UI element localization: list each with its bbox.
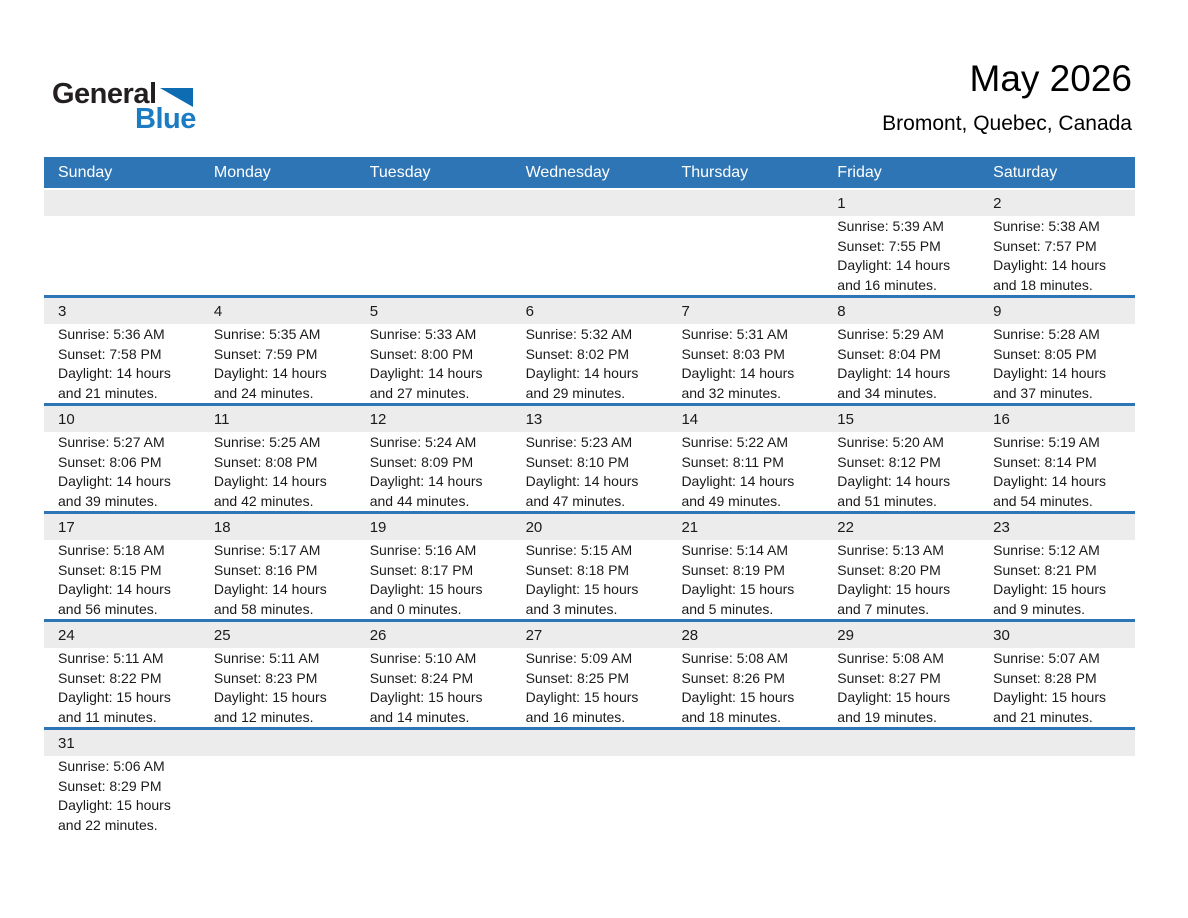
day-details-13 <box>512 432 668 511</box>
sunrise-text: Sunrise: 5:10 AM <box>369 650 477 666</box>
logo-text-general: General <box>52 78 157 110</box>
day-number-10: 10 <box>58 410 75 428</box>
page-header <box>0 0 1188 157</box>
sunrise-text: Sunrise: 5:09 AM <box>525 650 633 666</box>
daylight-text-line2: and 29 minutes. <box>525 384 626 401</box>
daylight-text-line1: Daylight: 14 hours <box>993 257 1106 273</box>
daylight-text-line2: and 21 minutes. <box>993 708 1093 725</box>
daylight-text-line2: and 16 minutes. <box>525 708 626 725</box>
day-details-18 <box>200 540 356 619</box>
day-number-13: 13 <box>525 410 543 428</box>
weekday-label-friday: Friday <box>837 163 882 181</box>
daylight-text-line2: and 18 minutes. <box>993 276 1093 293</box>
day-number-15: 15 <box>837 410 854 428</box>
day-number-17: 17 <box>58 518 75 536</box>
sunset-text: Sunset: 8:26 PM <box>681 669 785 686</box>
week-row <box>44 622 1135 730</box>
sunrise-text: Sunrise: 5:12 AM <box>993 542 1100 558</box>
day-number-1: 1 <box>837 194 846 212</box>
sunrise-text: Sunrise: 5:22 AM <box>681 434 789 450</box>
empty-day-details <box>356 756 512 835</box>
day-number-6: 6 <box>525 302 534 320</box>
sunrise-text: Sunrise: 5:39 AM <box>837 218 944 234</box>
sunrise-text: Sunrise: 5:08 AM <box>681 650 789 666</box>
sunset-text: Sunset: 8:10 PM <box>525 453 630 470</box>
daylight-text-line1: Daylight: 15 hours <box>837 581 951 597</box>
daylight-text-line1: Daylight: 15 hours <box>58 689 171 705</box>
day-details-28 <box>667 648 823 727</box>
daylight-text-line1: Daylight: 14 hours <box>369 473 483 489</box>
sunset-text: Sunset: 8:17 PM <box>369 561 474 578</box>
day-number-18: 18 <box>213 518 231 536</box>
day-details-7 <box>667 324 823 403</box>
daylight-text-line1: Daylight: 15 hours <box>213 689 327 705</box>
sunset-text: Sunset: 8:16 PM <box>213 561 318 578</box>
day-details-30 <box>979 648 1135 727</box>
daylight-text-line1: Daylight: 14 hours <box>837 257 951 273</box>
sunset-text: Sunset: 8:24 PM <box>369 669 474 686</box>
sunrise-text: Sunrise: 5:16 AM <box>369 542 477 558</box>
day-number-2: 2 <box>993 194 1002 212</box>
daylight-text-line2: and 39 minutes. <box>58 492 158 509</box>
empty-day-details <box>667 216 823 295</box>
day-number-28: 28 <box>681 626 699 644</box>
empty-day-details <box>44 216 200 295</box>
daylight-text-line1: Daylight: 14 hours <box>837 365 951 381</box>
daylight-text-line1: Daylight: 15 hours <box>58 797 171 813</box>
week-row <box>44 190 1135 298</box>
sunset-text: Sunset: 8:06 PM <box>58 453 162 470</box>
sunrise-text: Sunrise: 5:07 AM <box>993 650 1100 666</box>
sunset-text: Sunset: 8:05 PM <box>993 345 1097 362</box>
weekday-label-wednesday: Wednesday <box>525 163 610 181</box>
day-number-strip <box>44 298 1135 324</box>
day-details-21 <box>667 540 823 619</box>
daylight-text-line2: and 32 minutes. <box>681 384 782 401</box>
daylight-text-line1: Daylight: 14 hours <box>213 365 327 381</box>
sunrise-text: Sunrise: 5:38 AM <box>993 218 1100 234</box>
daylight-text-line1: Daylight: 14 hours <box>369 365 483 381</box>
week-row <box>44 514 1135 622</box>
day-number-23: 23 <box>993 518 1010 536</box>
sunrise-text: Sunrise: 5:24 AM <box>369 434 477 450</box>
day-details-12 <box>356 432 512 511</box>
day-details-10 <box>44 432 200 511</box>
sunset-text: Sunset: 8:14 PM <box>993 453 1097 470</box>
sunrise-text: Sunrise: 5:36 AM <box>58 326 165 342</box>
sunset-text: Sunset: 8:04 PM <box>837 345 941 362</box>
day-number-21: 21 <box>681 518 699 536</box>
calendar-weeks <box>44 190 1135 835</box>
daylight-text-line1: Daylight: 14 hours <box>213 581 327 597</box>
daylight-text-line1: Daylight: 14 hours <box>837 473 951 489</box>
sunrise-text: Sunrise: 5:31 AM <box>681 326 789 342</box>
daylight-text-line2: and 7 minutes. <box>837 600 930 617</box>
daylight-text-line2: and 19 minutes. <box>837 708 937 725</box>
day-number-7: 7 <box>681 302 690 320</box>
empty-day-details <box>200 216 356 295</box>
daylight-text-line2: and 27 minutes. <box>369 384 470 401</box>
sunset-text: Sunset: 8:27 PM <box>837 669 941 686</box>
sunset-text: Sunset: 7:58 PM <box>58 345 162 362</box>
daylight-text-line2: and 21 minutes. <box>58 384 158 401</box>
weekday-label-thursday: Thursday <box>681 163 749 181</box>
sunset-text: Sunset: 7:55 PM <box>837 237 941 254</box>
day-number-strip <box>44 730 1135 756</box>
day-details-24 <box>44 648 200 727</box>
sunset-text: Sunset: 8:02 PM <box>525 345 630 362</box>
day-number-24: 24 <box>58 626 75 644</box>
daylight-text-line1: Daylight: 15 hours <box>525 581 639 597</box>
daylight-text-line1: Daylight: 15 hours <box>681 581 795 597</box>
sunrise-text: Sunrise: 5:15 AM <box>525 542 633 558</box>
sunrise-text: Sunrise: 5:20 AM <box>837 434 944 450</box>
day-number-5: 5 <box>369 302 379 320</box>
day-details-2 <box>979 216 1135 295</box>
daylight-text-line2: and 9 minutes. <box>993 600 1085 617</box>
day-details-27 <box>512 648 668 727</box>
sunset-text: Sunset: 8:21 PM <box>993 561 1097 578</box>
weekday-label-tuesday: Tuesday <box>369 163 431 181</box>
day-details-26 <box>356 648 512 727</box>
calendar-grid <box>44 157 1135 835</box>
day-details-row <box>44 324 1135 403</box>
day-number-31: 31 <box>58 734 75 752</box>
daylight-text-line2: and 14 minutes. <box>369 708 470 725</box>
day-number-27: 27 <box>525 626 543 644</box>
daylight-text-line1: Daylight: 15 hours <box>993 581 1106 597</box>
empty-day-details <box>512 216 668 295</box>
day-details-6 <box>512 324 668 403</box>
daylight-text-line2: and 44 minutes. <box>369 492 470 509</box>
daylight-text-line1: Daylight: 14 hours <box>58 365 171 381</box>
sunrise-text: Sunrise: 5:28 AM <box>993 326 1100 342</box>
sunset-text: Sunset: 8:28 PM <box>993 669 1097 686</box>
day-details-5 <box>356 324 512 403</box>
sunrise-text: Sunrise: 5:29 AM <box>837 326 944 342</box>
day-details-3 <box>44 324 200 403</box>
day-number-3: 3 <box>58 302 67 320</box>
daylight-text-line1: Daylight: 15 hours <box>993 689 1106 705</box>
daylight-text-line2: and 47 minutes. <box>525 492 626 509</box>
sunrise-text: Sunrise: 5:27 AM <box>58 434 165 450</box>
sunset-text: Sunset: 8:25 PM <box>525 669 630 686</box>
day-details-9 <box>979 324 1135 403</box>
sunrise-text: Sunrise: 5:11 AM <box>213 650 320 666</box>
weekday-label-sunday: Sunday <box>58 163 113 181</box>
daylight-text-line2: and 51 minutes. <box>837 492 937 509</box>
day-number-strip <box>44 190 1135 216</box>
day-details-31 <box>44 756 200 835</box>
day-number-26: 26 <box>369 626 387 644</box>
day-number-22: 22 <box>837 518 854 536</box>
day-number-25: 25 <box>213 626 231 644</box>
day-number-8: 8 <box>837 302 846 320</box>
day-number-strip <box>44 514 1135 540</box>
sunrise-text: Sunrise: 5:18 AM <box>58 542 165 558</box>
day-number-14: 14 <box>681 410 699 428</box>
sunset-text: Sunset: 7:59 PM <box>213 345 318 362</box>
sunrise-text: Sunrise: 5:25 AM <box>213 434 321 450</box>
daylight-text-line2: and 12 minutes. <box>213 708 314 725</box>
daylight-text-line1: Daylight: 15 hours <box>369 689 483 705</box>
sunrise-text: Sunrise: 5:06 AM <box>58 758 165 774</box>
empty-day-details <box>823 756 979 835</box>
empty-day-details <box>979 756 1135 835</box>
daylight-text-line2: and 16 minutes. <box>837 276 937 293</box>
sunset-text: Sunset: 8:18 PM <box>525 561 630 578</box>
day-number-29: 29 <box>837 626 854 644</box>
sunset-text: Sunset: 8:00 PM <box>369 345 474 362</box>
daylight-text-line2: and 58 minutes. <box>213 600 314 617</box>
page-title: May 2026 <box>969 58 1132 99</box>
sunset-text: Sunset: 8:09 PM <box>369 453 474 470</box>
daylight-text-line1: Daylight: 14 hours <box>58 581 171 597</box>
sunset-text: Sunset: 8:11 PM <box>681 453 784 470</box>
day-number-16: 16 <box>993 410 1010 428</box>
sunrise-text: Sunrise: 5:08 AM <box>837 650 944 666</box>
day-number-19: 19 <box>369 518 387 536</box>
daylight-text-line2: and 49 minutes. <box>681 492 782 509</box>
empty-day-details <box>200 756 356 835</box>
daylight-text-line2: and 54 minutes. <box>993 492 1093 509</box>
sunset-text: Sunset: 7:57 PM <box>993 237 1097 254</box>
daylight-text-line1: Daylight: 14 hours <box>993 365 1106 381</box>
sunset-text: Sunset: 8:20 PM <box>837 561 941 578</box>
day-number-20: 20 <box>525 518 543 536</box>
day-details-4 <box>200 324 356 403</box>
day-details-row <box>44 432 1135 511</box>
weekday-header-row <box>44 157 1135 188</box>
sunset-text: Sunset: 8:12 PM <box>837 453 941 470</box>
daylight-text-line2: and 0 minutes. <box>369 600 462 617</box>
empty-day-details <box>512 756 668 835</box>
week-row <box>44 406 1135 514</box>
daylight-text-line2: and 3 minutes. <box>525 600 618 617</box>
logo-text-blue: Blue <box>135 103 196 135</box>
sunrise-text: Sunrise: 5:11 AM <box>58 650 164 666</box>
sunrise-text: Sunrise: 5:23 AM <box>525 434 633 450</box>
day-details-29 <box>823 648 979 727</box>
day-details-row <box>44 756 1135 835</box>
day-details-17 <box>44 540 200 619</box>
daylight-text-line1: Daylight: 15 hours <box>525 689 639 705</box>
daylight-text-line1: Daylight: 14 hours <box>525 365 639 381</box>
daylight-text-line2: and 11 minutes. <box>58 708 157 725</box>
sunset-text: Sunset: 8:08 PM <box>213 453 318 470</box>
daylight-text-line1: Daylight: 14 hours <box>681 365 795 381</box>
day-number-strip <box>44 406 1135 432</box>
daylight-text-line2: and 37 minutes. <box>993 384 1093 401</box>
daylight-text-line1: Daylight: 14 hours <box>993 473 1106 489</box>
day-details-15 <box>823 432 979 511</box>
day-details-19 <box>356 540 512 619</box>
daylight-text-line2: and 56 minutes. <box>58 600 158 617</box>
weekday-label-saturday: Saturday <box>993 163 1058 181</box>
daylight-text-line2: and 34 minutes. <box>837 384 937 401</box>
day-number-strip <box>44 622 1135 648</box>
day-details-8 <box>823 324 979 403</box>
day-details-22 <box>823 540 979 619</box>
daylight-text-line1: Daylight: 15 hours <box>681 689 795 705</box>
title-block <box>882 58 1132 136</box>
day-number-12: 12 <box>369 410 387 428</box>
day-details-14 <box>667 432 823 511</box>
day-details-16 <box>979 432 1135 511</box>
day-number-9: 9 <box>993 302 1002 320</box>
empty-day-details <box>356 216 512 295</box>
day-details-row <box>44 216 1135 295</box>
sunrise-text: Sunrise: 5:33 AM <box>369 326 477 342</box>
page-subtitle: Bromont, Quebec, Canada <box>882 112 1132 135</box>
sunrise-text: Sunrise: 5:13 AM <box>837 542 944 558</box>
sunrise-text: Sunrise: 5:19 AM <box>993 434 1100 450</box>
sunset-text: Sunset: 8:22 PM <box>58 669 162 686</box>
day-number-30: 30 <box>993 626 1010 644</box>
day-number-11: 11 <box>213 410 230 428</box>
daylight-text-line1: Daylight: 15 hours <box>837 689 951 705</box>
daylight-text-line2: and 18 minutes. <box>681 708 782 725</box>
daylight-text-line2: and 5 minutes. <box>681 600 774 617</box>
daylight-text-line1: Daylight: 14 hours <box>525 473 639 489</box>
sunset-text: Sunset: 8:15 PM <box>58 561 162 578</box>
day-number-4: 4 <box>213 302 223 320</box>
day-details-25 <box>200 648 356 727</box>
daylight-text-line2: and 24 minutes. <box>213 384 314 401</box>
sunset-text: Sunset: 8:03 PM <box>681 345 785 362</box>
sunset-text: Sunset: 8:23 PM <box>213 669 318 686</box>
general-blue-logo <box>52 80 196 134</box>
weekday-label-monday: Monday <box>213 163 271 181</box>
daylight-text-line1: Daylight: 14 hours <box>58 473 171 489</box>
daylight-text-line2: and 22 minutes. <box>58 816 158 833</box>
daylight-text-line1: Daylight: 14 hours <box>681 473 795 489</box>
daylight-text-line1: Daylight: 14 hours <box>213 473 327 489</box>
daylight-text-line1: Daylight: 15 hours <box>369 581 483 597</box>
day-details-row <box>44 648 1135 727</box>
sunrise-text: Sunrise: 5:35 AM <box>213 326 321 342</box>
day-details-row <box>44 540 1135 619</box>
sunset-text: Sunset: 8:19 PM <box>681 561 785 578</box>
sunset-text: Sunset: 8:29 PM <box>58 777 162 794</box>
week-row <box>44 730 1135 835</box>
empty-day-details <box>667 756 823 835</box>
day-details-23 <box>979 540 1135 619</box>
day-details-1 <box>823 216 979 295</box>
week-row <box>44 298 1135 406</box>
daylight-text-line2: and 42 minutes. <box>213 492 314 509</box>
sunrise-text: Sunrise: 5:17 AM <box>213 542 321 558</box>
sunrise-text: Sunrise: 5:32 AM <box>525 326 633 342</box>
day-details-20 <box>512 540 668 619</box>
sunrise-text: Sunrise: 5:14 AM <box>681 542 789 558</box>
day-details-11 <box>200 432 356 511</box>
